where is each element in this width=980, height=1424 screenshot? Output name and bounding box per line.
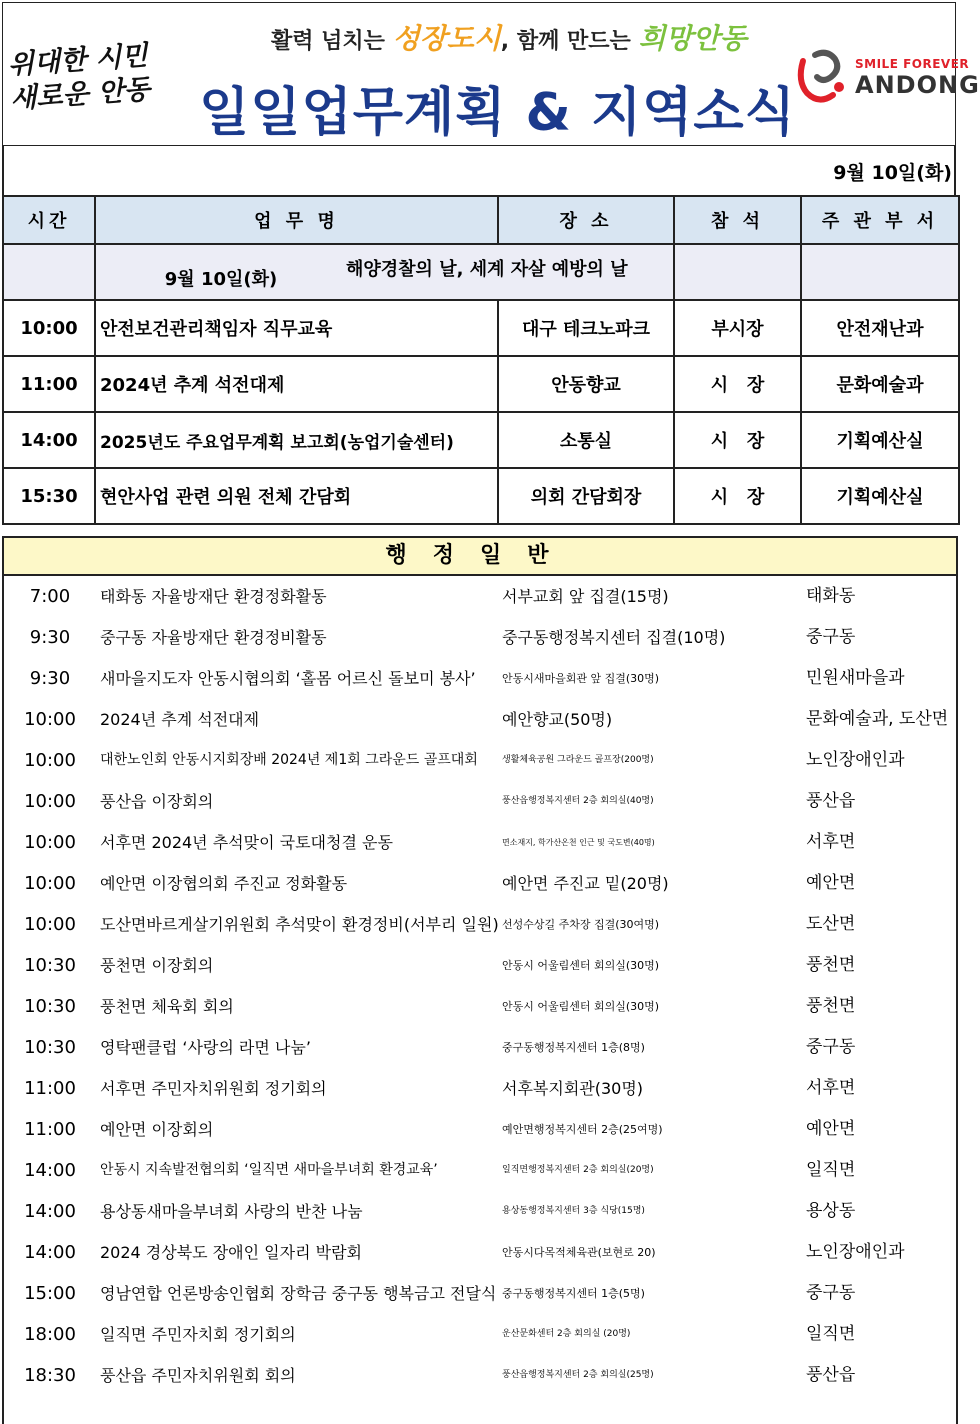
general-time: 14:00: [24, 1160, 76, 1181]
general-row: [4, 945, 956, 986]
general-time: 9:30: [29, 668, 71, 689]
schedule-time: 10:00: [3, 300, 95, 356]
general-task: 도산면바르게살기위원회 추석맞이 환경정비(서부리 일원): [100, 915, 499, 934]
general-time: 10:00: [24, 750, 76, 771]
general-place: 중구동행정복지센터 1층(8명): [502, 1041, 645, 1054]
general-task: 풍산읍 이장회의: [100, 792, 214, 811]
general-row: [4, 658, 956, 699]
slogan-top: [271, 17, 747, 61]
general-task: 예안면 이장협의회 주진교 정화활동: [100, 874, 348, 893]
report-date: 9월 10일(화): [833, 162, 952, 184]
schedule-row: [3, 300, 959, 356]
general-dept: 풍산읍: [806, 1365, 856, 1385]
schedule-row: [3, 412, 959, 468]
general-dept: 일직면: [806, 1160, 856, 1180]
general-time: 10:30: [24, 955, 76, 976]
general-row: [4, 904, 956, 945]
general-dept: 서후면: [806, 1078, 856, 1098]
general-place: 풍산읍행정복지센터 2층 회의실(40명): [502, 796, 654, 806]
schedule-subheader-row: [3, 244, 959, 300]
general-task: 서후면 주민자치위원회 정기회의: [100, 1079, 327, 1098]
general-place: 중구동행정복지센터 집결(10명): [502, 628, 726, 647]
date-bar: [2, 146, 956, 196]
general-dept: 풍산읍: [806, 791, 856, 811]
schedule-place: 소통실: [498, 412, 674, 468]
header-task: 업 무 명: [95, 196, 498, 244]
subheader-date-cell: [95, 244, 674, 300]
general-time: 10:30: [24, 1037, 76, 1058]
slogan-top-highlight-2: 희망안동: [638, 22, 747, 55]
subheader-observance: 해양경찰의 날, 세계 자살 예방의 날: [346, 259, 628, 280]
general-row: [4, 1150, 956, 1191]
general-task: 영탁팬클럽 ‘사랑의 라면 나눔’: [100, 1038, 311, 1057]
general-task: 서후면 2024년 추석맞이 국토대청결 운동: [100, 833, 393, 852]
general-task: 예안면 이장회의: [100, 1120, 214, 1139]
schedule-time: 14:00: [3, 412, 95, 468]
general-place: 안동시 어울림센터 회의실(30명): [502, 1000, 660, 1013]
general-dept: 예안면: [806, 873, 856, 893]
header-attendee: 참 석: [674, 196, 801, 244]
general-dept: 노인장애인과: [806, 750, 905, 770]
general-dept: 노인장애인과: [806, 1242, 905, 1262]
general-time: 10:30: [24, 996, 76, 1017]
general-admin-list: [2, 576, 958, 1424]
logo-tagline: SMILE FOREVER: [855, 57, 970, 71]
general-dept: 중구동: [806, 627, 856, 647]
general-place: 예안면 주진교 밑(20명): [502, 874, 669, 893]
general-time: 15:00: [24, 1283, 76, 1304]
general-place: 풍산읍행정복지센터 2층 회의실(25명): [502, 1370, 654, 1380]
general-time: 10:00: [24, 791, 76, 812]
general-place: 생활체육공원 그라운드 골프장(200명): [502, 755, 654, 765]
subheader-empty-attendee: [674, 244, 801, 300]
schedule-row: [3, 356, 959, 412]
general-place: 예안면행정복지센터 2층(25여명): [502, 1123, 663, 1136]
general-time: 10:00: [24, 709, 76, 730]
general-task: 안동시 지속발전협의회 ‘일직면 새마을부녀회 환경교육’: [100, 1162, 438, 1178]
general-row: [4, 576, 956, 617]
general-task: 태화동 자율방재단 환경정화활동: [100, 587, 327, 606]
general-row: [4, 740, 956, 781]
general-task: 중구동 자율방재단 환경정비활동: [100, 628, 327, 647]
general-dept: 태화동: [806, 586, 856, 606]
schedule-time: 11:00: [3, 356, 95, 412]
general-dept: 민원새마을과: [806, 668, 905, 688]
general-row: [4, 822, 956, 863]
schedule-attendee: 시 장: [674, 412, 801, 468]
schedule-task: 2024년 추계 석전대제: [95, 356, 498, 412]
general-place: 면소재지, 학가산온천 인근 및 국도변(40명): [502, 838, 655, 847]
general-row: [4, 1109, 956, 1150]
general-time: 14:00: [24, 1201, 76, 1222]
general-dept: 풍천면: [806, 955, 856, 975]
schedule-attendee: 부시장: [674, 300, 801, 356]
slogan-top-part-1: 활력 넘치는: [271, 29, 393, 54]
general-task: 2024년 추계 석전대제: [100, 710, 260, 729]
general-place: 안동시새마을회관 앞 집결(30명): [502, 672, 660, 685]
general-dept: 서후면: [806, 832, 856, 852]
general-place: 서후복지회관(30명): [502, 1079, 644, 1098]
general-time: 10:00: [24, 873, 76, 894]
general-place: 안동시 어울림센터 회의실(30명): [502, 959, 660, 972]
general-place: 일직면행정복지센터 2층 회의실(20명): [502, 1165, 654, 1175]
schedule-row: [3, 468, 959, 524]
general-row: [4, 1273, 956, 1314]
schedule-task: 안전보건관리책임자 직무교육: [95, 300, 498, 356]
general-dept: 예안면: [806, 1119, 856, 1139]
general-dept: 중구동: [806, 1037, 856, 1057]
general-task: 2024 경상북도 장애인 일자리 박람회: [100, 1243, 362, 1262]
general-row: [4, 1314, 956, 1355]
general-place: 예안향교(50명): [502, 710, 613, 729]
general-time: 9:30: [29, 627, 71, 648]
slogan-top-highlight-1: 성장도시: [392, 22, 501, 55]
general-task: 영남연합 언론방송인협회 장학금 중구동 행복금고 전달식: [100, 1284, 497, 1303]
general-task: 새마을지도자 안동시협의회 ‘홀몸 어르신 돌보미 봉사’: [100, 669, 476, 688]
header-banner: [2, 2, 980, 146]
general-time: 11:00: [24, 1119, 76, 1140]
general-time: 14:00: [24, 1242, 76, 1263]
logo-name: ANDONG: [855, 71, 980, 99]
schedule-header-row: [3, 196, 959, 244]
general-task: 풍산읍 주민자치위원회 회의: [100, 1366, 296, 1385]
schedule-task: 현안사업 관련 의원 전체 간담회: [95, 468, 498, 524]
schedule-dept: 기획예산실: [801, 468, 959, 524]
general-row: [4, 1191, 956, 1232]
general-row: [4, 781, 956, 822]
general-time: 18:30: [24, 1365, 76, 1386]
slogan-line-1: 위대한 시민: [6, 40, 149, 81]
slogan-top-part-2: , 함께 만드는: [500, 29, 639, 54]
general-row: [4, 699, 956, 740]
schedule-dept: 기획예산실: [801, 412, 959, 468]
schedule-attendee: 시 장: [674, 356, 801, 412]
schedule-table: [2, 195, 960, 525]
schedule-place: 대구 테크노파크: [498, 300, 674, 356]
schedule-task: 2025년도 주요업무계획 보고회(농업기술센터): [95, 412, 498, 468]
general-task: 대한노인회 안동시지회장배 2024년 제1회 그라운드 골프대회: [100, 752, 478, 768]
general-time: 10:00: [24, 914, 76, 935]
general-task: 풍천면 체육회 회의: [100, 997, 234, 1016]
general-dept: 문화예술과, 도산면: [806, 709, 949, 729]
header-time: 시간: [3, 196, 95, 244]
general-place: 용상동행정복지센터 3층 식당(15명): [502, 1206, 645, 1216]
general-dept: 일직면: [806, 1324, 856, 1344]
andong-logo: [793, 47, 980, 111]
slogan-calligraphy: [7, 37, 181, 117]
general-time: 11:00: [24, 1078, 76, 1099]
schedule-dept: 안전재난과: [801, 300, 959, 356]
general-time: 18:00: [24, 1324, 76, 1345]
smile-logo-icon: [793, 47, 849, 105]
header-dept: 주 관 부 서: [801, 196, 959, 244]
schedule-place: 의회 간담회장: [498, 468, 674, 524]
general-admin-title: 행정일반: [2, 536, 958, 576]
general-time: 7:00: [29, 586, 71, 607]
general-place: 안동시다목적체육관(보현로 20): [502, 1246, 656, 1259]
general-row: [4, 986, 956, 1027]
general-dept: 용상동: [806, 1201, 856, 1221]
general-place: 중구동행정복지센터 1층(5명): [502, 1287, 645, 1300]
page-title: 일일업무계획 & 지역소식: [199, 83, 796, 143]
general-dept: 중구동: [806, 1283, 856, 1303]
general-row: [4, 1027, 956, 1068]
general-row: [4, 1068, 956, 1109]
general-task: 일직면 주민자치회 정기회의: [100, 1325, 296, 1344]
subheader-empty-dept: [801, 244, 959, 300]
schedule-time: 15:30: [3, 468, 95, 524]
general-dept: 풍천면: [806, 996, 856, 1016]
schedule-dept: 문화예술과: [801, 356, 959, 412]
general-place: 서부교회 앞 집결(15명): [502, 587, 669, 606]
general-row: [4, 617, 956, 658]
general-row: [4, 1232, 956, 1273]
subheader-empty-time: [3, 244, 95, 300]
general-task: 용상동새마을부녀회 사랑의 반찬 나눔: [100, 1202, 363, 1221]
general-place: 선성수상길 주차장 집결(30여명): [502, 918, 660, 931]
general-time: 10:00: [24, 832, 76, 853]
general-place: 운산문화센터 2층 회의실 (20명): [502, 1329, 631, 1339]
general-row: [4, 1355, 956, 1396]
general-dept: 도산면: [806, 914, 856, 934]
subheader-date: 9월 10일(화): [164, 269, 278, 290]
schedule-place: 안동향교: [498, 356, 674, 412]
header-place: 장 소: [498, 196, 674, 244]
general-row: [4, 863, 956, 904]
slogan-line-2: 새로운 안동: [9, 74, 151, 115]
schedule-attendee: 시 장: [674, 468, 801, 524]
general-task: 풍천면 이장회의: [100, 956, 214, 975]
